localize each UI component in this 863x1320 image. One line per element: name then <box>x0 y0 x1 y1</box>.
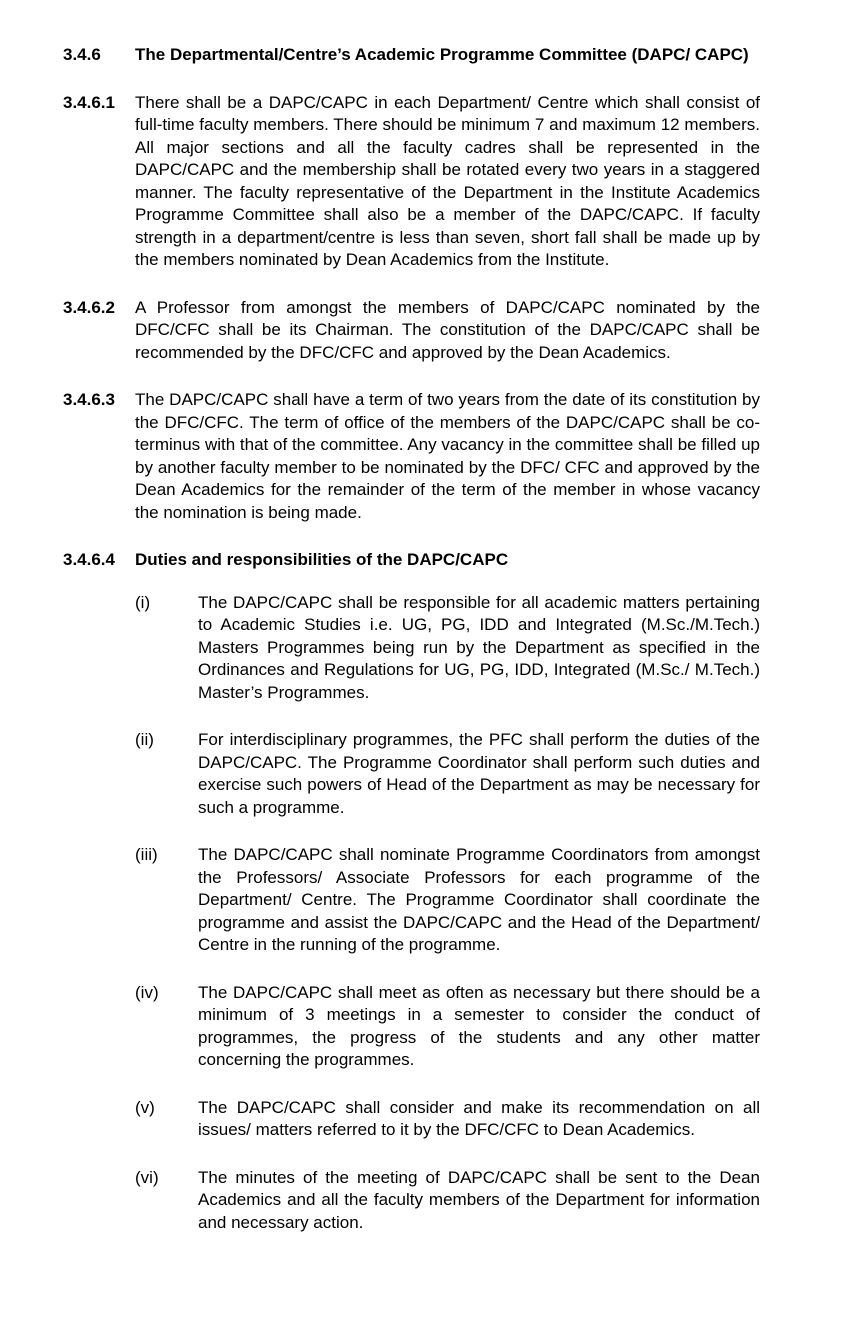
section-paragraph <box>63 92 760 272</box>
section-heading <box>63 44 760 67</box>
list-item-text: The minutes of the meeting of DAPC/CAPC shall be sent to the Dean Academics and all the faculty members of the Department for information and necessary action. <box>198 1167 760 1232</box>
list-item <box>135 1097 760 1142</box>
list-item-text: The DAPC/CAPC shall be responsible for all academic matters pertaining to Academic Studies i.e. UG, PG, IDD and Integrated (M.Sc./M.Tech.) Masters Programmes being run by the Department as specified in the Ordinances and Regulations for UG, PG, IDD, Integrated (M.Sc./ M.Tech.) Master’s Programmes. <box>198 592 760 702</box>
section-paragraph <box>63 297 760 365</box>
paragraph-text: The DAPC/CAPC shall have a term of two years from the date of its constitution by the DFC/CFC. The term of office of the members of the DAPC/CAPC shall be co-terminus with that of the committee. Any vacancy in the committee shall be filled up by another faculty member to be nominated by the DFC/ CFC and approved by the Dean Academics for the remainder of the term of the member in whose vacancy the nomination is being made. <box>135 390 760 522</box>
list-item-text: The DAPC/CAPC shall nominate Programme Coordinators from amongst the Professors/ Associate Professors for each programme of the Department/ Centre. The Programme Coordinator shall coordinate the programme and assist the DAPC/CAPC and the Head of the Department/ Centre in the running of the programme. <box>198 845 760 954</box>
list-item-marker: (i) <box>135 592 151 612</box>
list-item <box>135 592 760 705</box>
list-item-text: The DAPC/CAPC shall consider and make its recommendation on all issues/ matters referred to it by the DFC/CFC to Dean Academics. <box>198 1097 760 1139</box>
paragraph-text: A Professor from amongst the members of DAPC/CAPC nominated by the DFC/CFC shall be its Chairman. The constitution of the DAPC/CAPC shall be recommended by the DFC/CFC and approved by the Dean Academics. <box>135 297 760 362</box>
section-paragraph <box>63 389 760 524</box>
list-item-marker: (v) <box>135 1097 155 1117</box>
list-item-marker: (ii) <box>135 730 154 749</box>
subsection-heading-number: 3.4.6.4 <box>63 550 115 569</box>
paragraph-number: 3.4.6.3 <box>63 390 115 409</box>
document-content <box>63 44 760 1259</box>
list-item <box>135 844 760 957</box>
list-item-text: For interdisciplinary programmes, the PFC shall perform the duties of the DAPC/CAPC. The Programme Coordinator shall perform such duties and exercise such powers of Head of the Department as may be necessary for such a programme. <box>198 730 760 817</box>
paragraph-number: 3.4.6.2 <box>63 297 115 317</box>
list-item <box>135 1167 760 1235</box>
subsection-heading <box>63 549 760 572</box>
list-item <box>135 729 760 819</box>
list-item <box>135 982 760 1072</box>
list-item-marker: (iv) <box>135 982 159 1002</box>
subsection-heading-title: Duties and responsibilities of the DAPC/CAPC <box>135 550 509 569</box>
paragraph-text: There shall be a DAPC/CAPC in each Department/ Centre which shall consist of full-time faculty members. There should be minimum 7 and maximum 12 members. All major sections and all the faculty cadres shall be represented in the DAPC/CAPC and the membership shall be rotated every two years in a staggered manner. The faculty representative of the Department in the Institute Academics Programme Committee shall also be a member of the DAPC/CAPC. If faculty strength in a department/centre is less than seven, short fall shall be made up by the members nominated by Dean Academics from the Institute. <box>135 92 760 269</box>
list-item-marker: (vi) <box>135 1167 159 1187</box>
section-heading-number: 3.4.6 <box>63 45 101 64</box>
list-item-marker: (iii) <box>135 845 158 864</box>
list-item-text: The DAPC/CAPC shall meet as often as necessary but there should be a minimum of 3 meetings in a semester to consider the conduct of programmes, the progress of the students and any other matter concerning the programmes. <box>198 982 760 1069</box>
paragraph-number: 3.4.6.1 <box>63 92 115 112</box>
section-heading-title: The Departmental/Centre’s Academic Programme Committee (DAPC/ CAPC) <box>135 45 749 64</box>
